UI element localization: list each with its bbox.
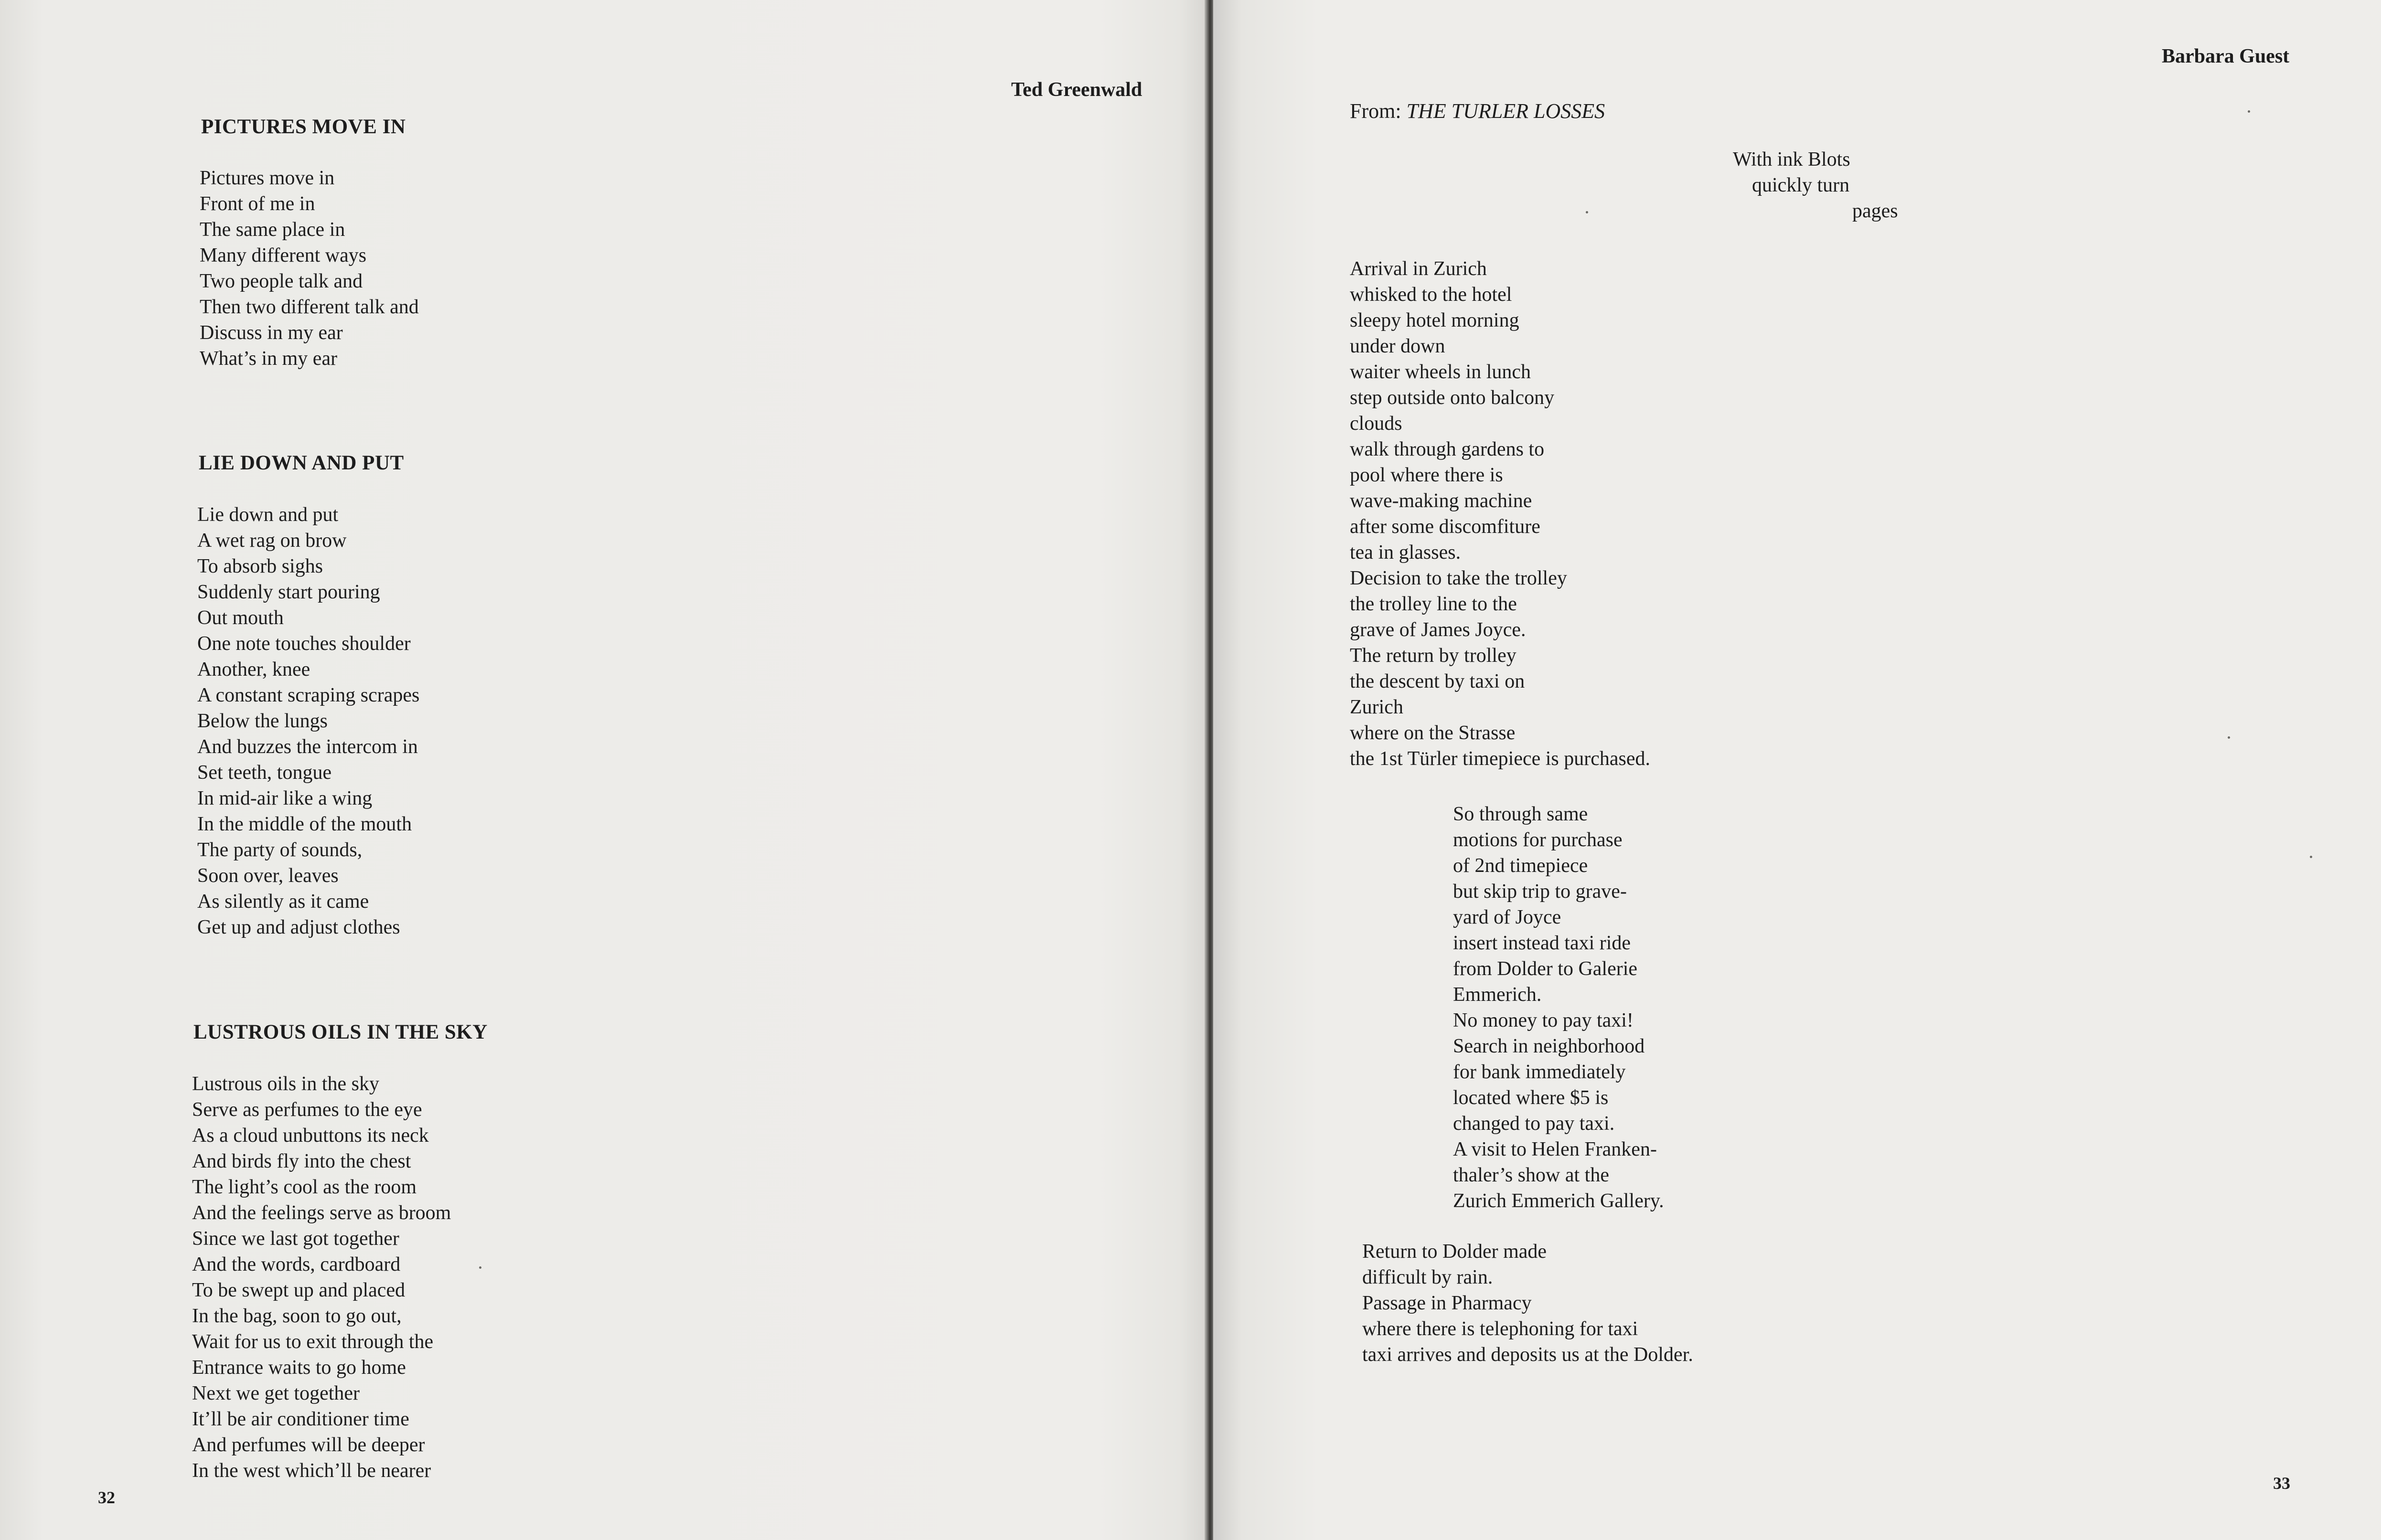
poem-line: Out mouth [197, 607, 284, 629]
speck [2228, 736, 2230, 739]
poem-line: Discuss in my ear [200, 322, 343, 344]
right-author: Barbara Guest [2162, 45, 2290, 67]
right-page [1213, 0, 2381, 1540]
poem-line: Front of me in [200, 193, 315, 215]
poem-line: motions for purchase [1453, 829, 1623, 851]
poem-line: The light’s cool as the room [192, 1176, 417, 1198]
poem-line: the descent by taxi on [1350, 670, 1525, 692]
poem-line: of 2nd timepiece [1453, 855, 1588, 877]
poem-line: Pictures move in [200, 167, 335, 189]
poem-line: Many different ways [200, 244, 367, 266]
stanza [1453, 801, 1664, 1214]
poem-line: Wait for us to exit through the [192, 1331, 434, 1353]
poem-line: Passage in Pharmacy [1362, 1292, 1532, 1314]
poem-line: clouds [1350, 413, 1402, 435]
poem-line: The same place in [200, 219, 345, 241]
poem-line: where there is telephoning for taxi [1362, 1318, 1638, 1340]
poem-line: located where $5 is [1453, 1087, 1609, 1109]
poem-line: Search in neighborhood [1453, 1035, 1645, 1057]
epigraph-line: With ink Blots [1733, 149, 1850, 170]
poem-line: step outside onto balcony [1350, 387, 1555, 409]
poem-line: Another, knee [197, 658, 310, 680]
poem-line: tea in glasses. [1350, 542, 1461, 563]
epigraph-line: pages [1852, 200, 1898, 222]
poem-line: A wet rag on brow [197, 530, 347, 552]
poem-line: One note touches shoulder [197, 633, 411, 655]
poem-line: Get up and adjust clothes [197, 916, 400, 938]
poem-line: Next we get together [192, 1382, 360, 1404]
poem-line: Below the lungs [197, 710, 328, 732]
poem-line: It’ll be air conditioner time [192, 1408, 409, 1430]
poem-line: Two people talk and [200, 270, 363, 292]
poem-line: where on the Strasse [1350, 722, 1516, 744]
poem-line: insert instead taxi ride [1453, 932, 1631, 954]
poem-line: waiter wheels in lunch [1350, 361, 1531, 383]
speck [1586, 211, 1588, 213]
poem-line: And the words, cardboard [192, 1253, 401, 1275]
stanza [1350, 256, 1650, 772]
poem-line: grave of James Joyce. [1350, 619, 1526, 641]
poem-line: Set teeth, tongue [197, 762, 332, 784]
poem-title: LUSTROUS OILS IN THE SKY [193, 1021, 488, 1043]
poem-line: thaler’s show at the [1453, 1164, 1609, 1186]
poem-body [200, 165, 419, 372]
poem-line: The return by trolley [1350, 645, 1516, 667]
poem-line: Lie down and put [197, 504, 339, 526]
poem-line: And the feelings serve as broom [192, 1202, 451, 1224]
epigraph [1733, 147, 1898, 224]
poem-line: Zurich Emmerich Gallery. [1453, 1190, 1664, 1212]
poem-line: after some discomfiture [1350, 516, 1540, 538]
from-label: From: [1350, 99, 1401, 123]
poem-line: Soon over, leaves [197, 865, 339, 887]
poem-title: PICTURES MOVE IN [201, 116, 406, 138]
poem-line: And buzzes the intercom in [197, 736, 418, 758]
poem-line: Return to Dolder made [1362, 1241, 1547, 1263]
poem-line: walk through gardens to [1350, 438, 1545, 460]
poem-line: To absorb sighs [197, 555, 323, 577]
poem-line: The party of sounds, [197, 839, 363, 861]
poem-line: whisked to the hotel [1350, 284, 1512, 306]
epigraph-line: quickly turn [1752, 174, 1850, 196]
poem-title: LIE DOWN AND PUT [199, 452, 404, 474]
poem-line: Suddenly start pouring [197, 581, 380, 603]
poem-line: Emmerich. [1453, 984, 1542, 1006]
poem-line: Lustrous oils in the sky [192, 1073, 380, 1095]
page-number: 33 [2273, 1474, 2290, 1493]
poem-line: wave-making machine [1350, 490, 1532, 512]
poem-line: for bank immediately [1453, 1061, 1626, 1083]
stanza [1362, 1239, 1693, 1368]
poem-line: In the bag, soon to go out, [192, 1305, 402, 1327]
poem-line: Then two different talk and [200, 296, 419, 318]
poem-line: And perfumes will be deeper [192, 1434, 425, 1456]
poem-line: Entrance waits to go home [192, 1357, 406, 1379]
poem-heading [1350, 99, 1605, 123]
speck [2310, 856, 2312, 858]
poem-line: Zurich [1350, 696, 1403, 718]
page-number: 32 [98, 1488, 115, 1507]
poem-line: the 1st Türler timepiece is purchased. [1350, 748, 1651, 770]
left-author: Ted Greenwald [1011, 79, 1142, 101]
poem-line: sleepy hotel morning [1350, 309, 1519, 331]
poem-line: under down [1350, 335, 1445, 357]
poem-line: changed to pay taxi. [1453, 1113, 1615, 1135]
poem-line: To be swept up and placed [192, 1279, 406, 1301]
speck [479, 1266, 481, 1269]
poem-body [197, 502, 419, 940]
poem-title: THE TURLER LOSSES [1406, 99, 1605, 123]
poem-line: What’s in my ear [200, 348, 338, 370]
speck [2248, 110, 2250, 113]
poem-line: In the middle of the mouth [197, 813, 412, 835]
poem-line: Since we last got together [192, 1228, 399, 1250]
poem-line: In mid-air like a wing [197, 787, 373, 809]
poem-line: Decision to take the trolley [1350, 567, 1567, 589]
poem-line: Serve as perfumes to the eye [192, 1099, 422, 1121]
poem-line: difficult by rain. [1362, 1266, 1493, 1288]
poem-body [192, 1071, 451, 1484]
poem-line: And birds fly into the chest [192, 1150, 411, 1172]
poem-line: So through same [1453, 803, 1588, 825]
poem-line: As silently as it came [197, 891, 369, 913]
poem-line: from Dolder to Galerie [1453, 958, 1638, 980]
poem-line: yard of Joyce [1453, 906, 1561, 928]
poem-line: No money to pay taxi! [1453, 1009, 1634, 1031]
poem-line: but skip trip to grave- [1453, 881, 1627, 903]
poem-line: Arrival in Zurich [1350, 258, 1487, 280]
poem-line: taxi arrives and deposits us at the Dolder. [1362, 1344, 1693, 1366]
poem-line: A constant scraping scrapes [197, 684, 420, 706]
poem-line: A visit to Helen Franken- [1453, 1138, 1657, 1160]
poem-line: pool where there is [1350, 464, 1503, 486]
poem-line: In the west which’ll be nearer [192, 1460, 431, 1482]
poem-line: the trolley line to the [1350, 593, 1517, 615]
poem-line: As a cloud unbuttons its neck [192, 1125, 429, 1147]
